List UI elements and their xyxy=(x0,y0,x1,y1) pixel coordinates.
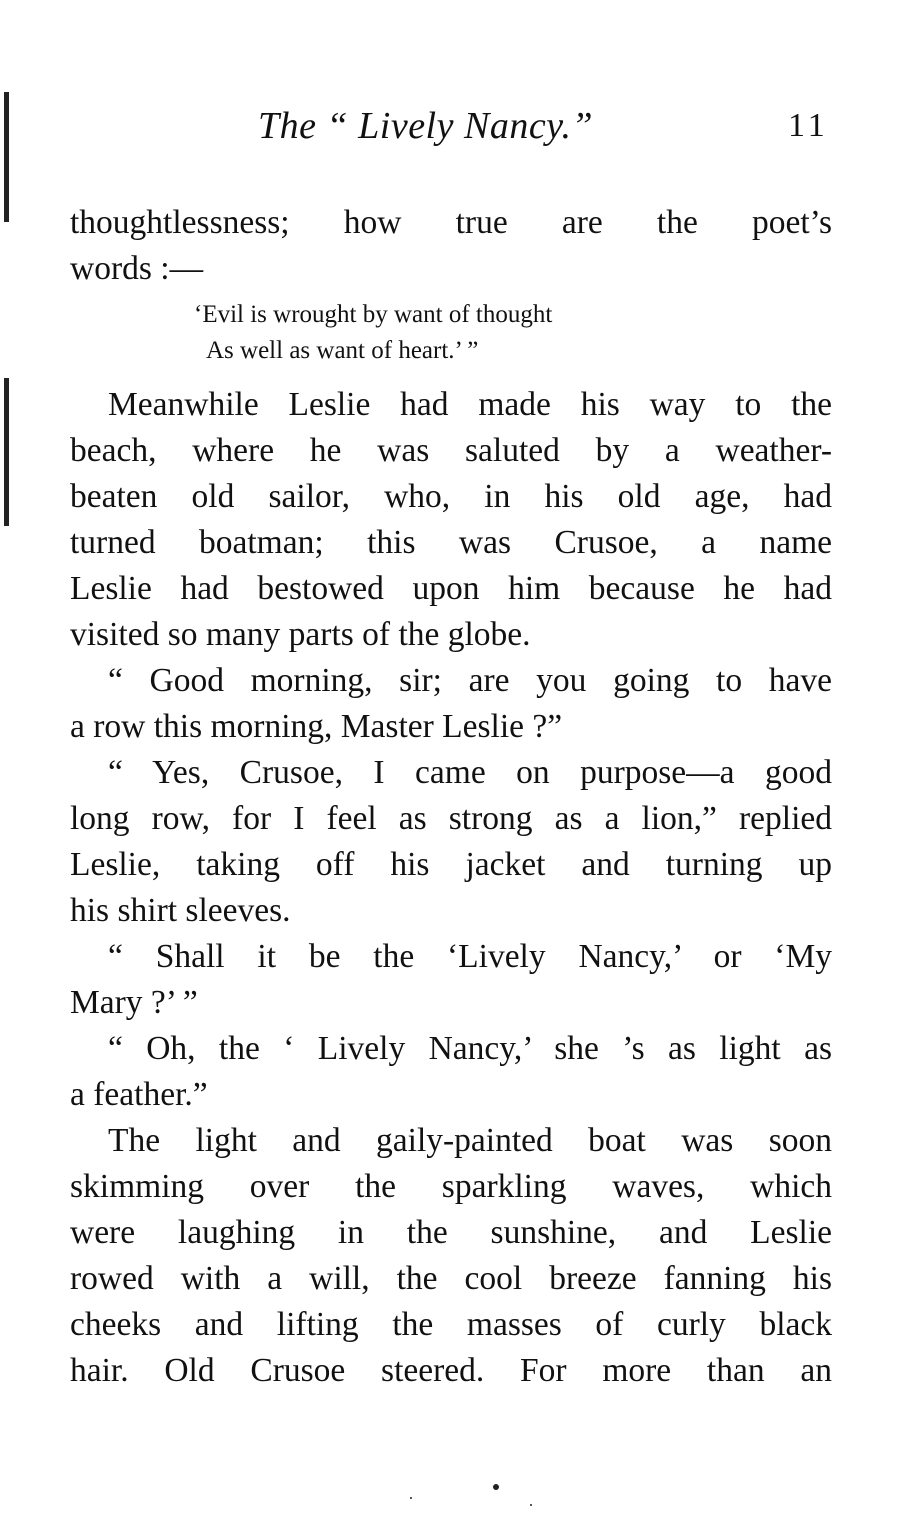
text-line: were laughing in the sunshine, and Leslie xyxy=(70,1214,832,1251)
running-title: The “ Lively Nancy.” xyxy=(258,105,594,147)
text-line: “ Oh, the ‘ Lively Nancy,’ she ’s as light as xyxy=(108,1030,832,1067)
text-line: hair. Old Crusoe steered. For more than an xyxy=(70,1352,832,1389)
ink-speck xyxy=(410,1497,412,1499)
text-line: visited so many parts of the globe. xyxy=(70,616,531,653)
text-line: Meanwhile Leslie had made his way to the xyxy=(108,386,832,423)
binding-mark-middle xyxy=(4,378,9,526)
text-line: beaten old sailor, who, in his old age, had xyxy=(70,478,832,515)
text-line: long row, for I feel as strong as a lion,” replied xyxy=(70,800,832,837)
text-line: “ Good morning, sir; are you going to have xyxy=(108,662,832,699)
poem-line: ‘Evil is wrought by want of thought xyxy=(194,301,553,328)
text-line: “ Shall it be the ‘Lively Nancy,’ or ‘My xyxy=(108,938,832,975)
text-line: words :— xyxy=(70,250,204,287)
text-line: thoughtlessness; how true are the poet’s xyxy=(70,204,832,241)
text-line: Mary ?’ ” xyxy=(70,984,198,1021)
text-line: a feather.” xyxy=(70,1076,208,1113)
opening-paragraph xyxy=(70,200,832,292)
ink-speck xyxy=(530,1504,532,1506)
text-line: rowed with a will, the cool breeze fanning his xyxy=(70,1260,832,1297)
poem-line: As well as want of heart.’ ” xyxy=(206,337,479,364)
text-line: cheeks and lifting the masses of curly black xyxy=(70,1306,832,1343)
text-line: his shirt sleeves. xyxy=(70,892,291,929)
poem-quotation xyxy=(70,297,832,369)
main-text xyxy=(70,382,832,1394)
page-header xyxy=(0,96,924,156)
text-line: skimming over the sparkling waves, which xyxy=(70,1168,832,1205)
ink-speck xyxy=(493,1484,499,1490)
text-line: The light and gaily-painted boat was soon xyxy=(108,1122,832,1159)
text-line: turned boatman; this was Crusoe, a name xyxy=(70,524,832,561)
page-number: 11 xyxy=(788,107,829,144)
text-line: “ Yes, Crusoe, I came on purpose—a good xyxy=(108,754,832,791)
text-line: Leslie had bestowed upon him because he had xyxy=(70,570,832,607)
text-line: a row this morning, Master Leslie ?” xyxy=(70,708,563,745)
text-line: beach, where he was saluted by a weather- xyxy=(70,432,832,469)
text-line: Leslie, taking off his jacket and turning up xyxy=(70,846,832,883)
